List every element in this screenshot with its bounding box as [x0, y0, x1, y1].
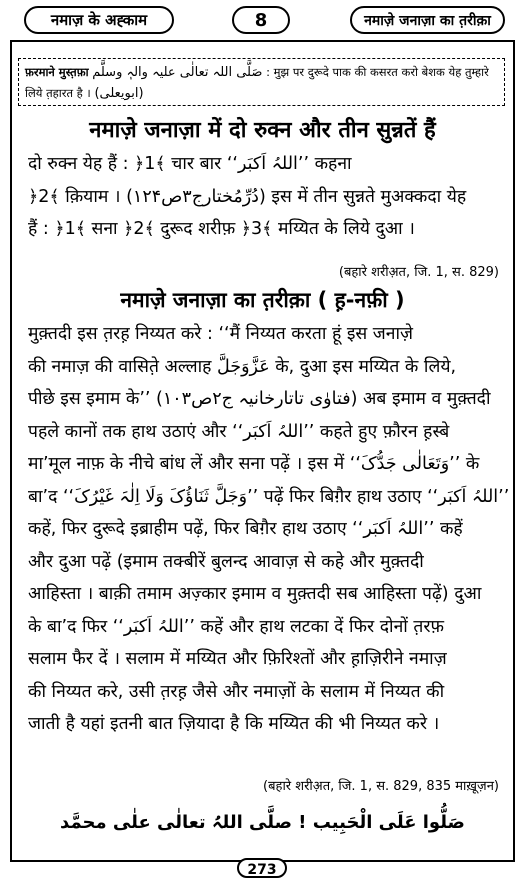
section1-reference: (बहारे शरीअ़त, जि. 1, स. 829)	[338, 265, 499, 280]
section2-line: के बा’द फिर ‘‘اللہُ اَکبَر’’ कहें और हाथ लटका दें फिर दोनों त़रफ़	[28, 616, 445, 637]
quote-text: : मुझ पर दुरूदे पाक की कसरत करो बेशक येह तुम्हारे लिये त़हारत है ।	[25, 65, 489, 100]
quote-honorific: صَلَّی اللہ تعالٰی علیہ والہٖ وسلَّم	[92, 65, 263, 80]
section1-body	[28, 148, 500, 246]
header-book-title: नमाज़ के अह्काम	[24, 6, 174, 34]
section2-line: और दुआ पढ़ें (इमाम तक्बीरें बुलन्द आवाज़ से कहे और मुक़्तदी	[28, 551, 424, 572]
section2-line: मुक़्तदी इस त़रह़ निय्यत करे : ‘‘मैं निय्यत करता हूं इस जनाज़े	[28, 324, 414, 344]
quote-label: फ़रमाने मुस्त़फ़ा	[25, 65, 89, 79]
section1-line: ﴿2﴾ क़ियाम । (دُرِّمُختارج۳ص۱۲۴) इस में तीन सुन्नते मुअक्कदा येह	[28, 186, 467, 207]
salutation: صَلُّوا عَلَی الْحَبِیب ! صلَّی اللہُ تعالٰی علٰی محمَّد	[60, 812, 465, 833]
section2-heading: नमाज़े जनाज़ा का त़रीक़ा ( ह़-नफ़ी )	[120, 288, 405, 312]
quote-source: (ابویعلی)	[94, 86, 144, 101]
page-number: 273	[237, 858, 287, 878]
section2-line: सलाम फैर दें । सलाम में मय्यित और फ़िरिश्तों और ह़ाज़िरीने नमाज़	[28, 649, 447, 669]
section2-line: मा’मूल नाफ़ के नीचे बांध लें और सना पढ़ें । इस में ‘‘وَتَعَالٰی جَدُّکَ’’ के	[28, 454, 480, 474]
section2-line: कहें, फिर दुरूदे इब्राहीम पढ़ें, फिर बिग़ैर हाथ उठाए ‘‘اللہُ اَکبَر’’ कहें	[28, 519, 463, 539]
section1-line: हैं : ﴿1﴾ सना ﴿2﴾ दुरूद शरीफ़ ﴿3﴾ मय्यित के लिये दुआ ।	[28, 219, 415, 239]
section2-line: की नमाज़ की वासित़े अल्लाह عَزَّوَجَلَّ के, दुआ इस मय्यित के लिये,	[28, 356, 457, 377]
section2-line: आहिस्ता । बाक़ी तमाम अज़्कार इमाम व मुक़्तदी सब आहिस्ता पढ़ें) दुआ	[28, 584, 482, 604]
section2-line: की निय्यत करे, उसी त़रह़ जैसे और नमाज़ों के सलाम में निय्यत की	[28, 681, 445, 702]
hadith-quote-box	[18, 58, 505, 106]
section2-body	[28, 318, 510, 741]
section2-line: बा’द ‘‘وَجَلَّ ثَنَاؤُکَ وَلَا اِلٰہَ غَیْرُکَ’’ पढ़ें फिर बिग़ैर हाथ उठाए ‘‘اللہُ اَکبَر’’	[28, 486, 510, 507]
header-section-title: नमाज़े जनाज़ा का त़रीक़ा	[350, 6, 505, 34]
section2-line: जाती है यहां इतनी बात ज़ियादा है कि मय्यित की भी निय्यत करे ।	[28, 714, 440, 734]
section1-line: दो रुक्न येह हैं : ﴿1﴾ चार बार ‘‘اللہُ اَکبَر’’ कहना	[28, 154, 352, 174]
section2-line: पहले कानों तक हाथ उठाएं और ‘‘اللہُ اَکبَر’’ कहते हुए फ़ौरन ह़स्बे	[28, 421, 450, 442]
header-chapter-number: 8	[232, 6, 290, 34]
section2-line: पीछे इस इमाम के’’ (فتاوٰی تاتارخانیہ ج۲ص۱۰۳) अब इमाम व मुक़्तदी	[28, 389, 491, 409]
section1-heading: नमाज़े जनाज़ा में दो रुक्न और तीन सुन्नतें हैं	[89, 118, 436, 143]
section2-reference: (बहारे शरीअ़त, जि. 1, स. 829, 835 माख़ूज़न)	[263, 779, 499, 794]
